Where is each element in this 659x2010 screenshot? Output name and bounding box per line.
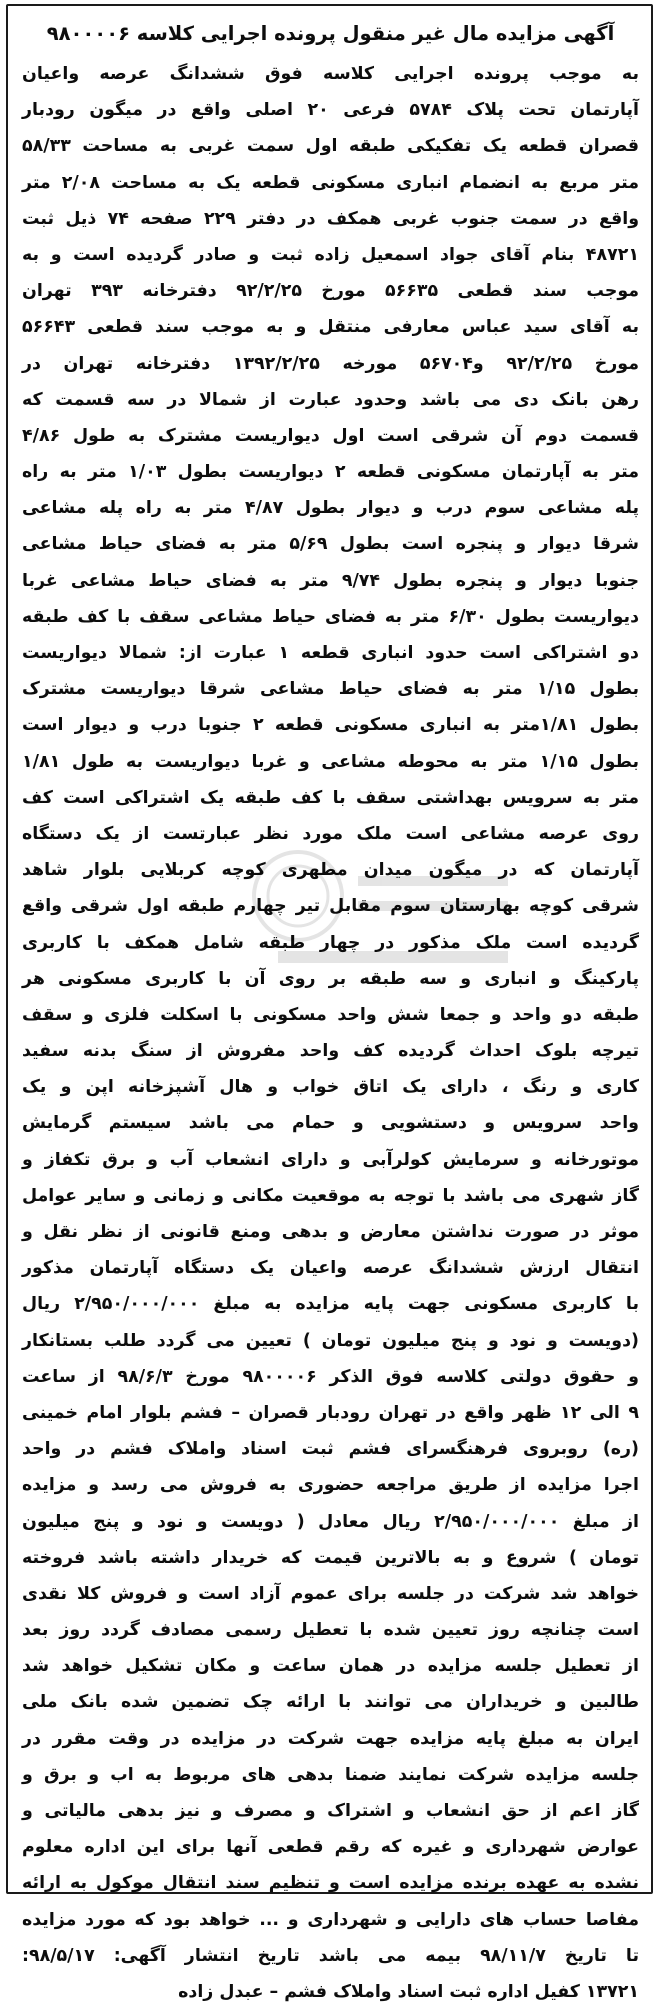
notice-body-line: واحد سرویس و دستشویی و حمام می باشد سیستم گرمایش bbox=[22, 1113, 639, 1134]
notice-body-line: آپارتمان که در میگون میدان مطهری کوچه کربلایی بلوار شاهد bbox=[22, 860, 639, 881]
notice-body-line: بطول ۱/۸۱متر به انباری مسکونی قطعه ۲ جنوبا درب و دیوار است bbox=[22, 715, 639, 736]
notice-body-line: پارکینگ و انباری و سه طبقه بر روی آن با کاربری مسکونی هر bbox=[22, 968, 639, 989]
notice-body-line: شرقا دیوار و پنجره است بطول ۵/۶۹ متر به فضای حیاط مشاعی bbox=[22, 534, 639, 555]
notice-body-line: ۹ الی ۱۲ ظهر واقع در تهران رودبار قصران – فشم بلوار امام خمینی bbox=[22, 1402, 639, 1423]
notice-body-line: انتقال ارزش ششدانگ عرصه واعیان یک دستگاه آپارتمان مذکور bbox=[22, 1258, 639, 1279]
notice-body-line: موتورخانه و سرمایش کولرآبی و دارای انشعاب آب و برق تکفاز و bbox=[22, 1149, 639, 1170]
notice-body bbox=[22, 56, 639, 2010]
notice-body-line: بطول ۱/۱۵ متر به محوطه مشاعی و غربا دیواریست به طول ۱/۸۱ bbox=[22, 751, 639, 772]
notice-body-line: گردیده است ملک مذکور در چهار طبقه شامل همکف با کاربری bbox=[22, 932, 639, 953]
notice-body-line: متر به سرویس بهداشتی سقف با کف طبقه یک اشتراکی است کف bbox=[22, 787, 639, 808]
notice-body-line: شرقی کوچه بهارستان سوم مقابل تیر چهارم طبقه اول شرقی واقع bbox=[22, 896, 639, 917]
notice-body-line: و حقوق دولتی کلاسه فوق الذکر ۹۸۰۰۰۰۶ مورخ ۹۸/۶/۳ از ساعت bbox=[22, 1366, 639, 1387]
notice-body-line: از مبلغ ۲/۹۵۰/۰۰۰/۰۰۰ ریال معادل ( دویست و نود و پنج میلیون bbox=[22, 1511, 639, 1532]
notice-body-line: از تعطیل جلسه مزایده در همان ساعت و مکان تشکیل خواهد شد bbox=[22, 1656, 639, 1677]
notice-body-line: پله مشاعی سوم درب و دیوار بطول ۴/۸۷ متر به راه پله مشاعی bbox=[22, 498, 639, 519]
notice-body-line: رهن بانک دی می باشد وحدود عبارت از شمالا در سه قسمت که bbox=[22, 389, 639, 410]
notice-body-line: ۱۳۷۲۱ کفیل اداره ثبت اسناد واملاک فشم – عبدل زاده bbox=[178, 1981, 639, 2002]
notice-body-line: گاز اعم از حق انشعاب و اشتراک و مصرف و نیز بدهی مالیاتی و bbox=[22, 1801, 639, 1821]
notice-body-line: ایران به مبلغ پایه مزایده جهت شرکت در مزایده در وقت مقرر در bbox=[22, 1728, 639, 1749]
notice-title: آگهی مزایده مال غیر منقول پرونده اجرایی کلاسه ۹۸۰۰۰۰۶ bbox=[46, 22, 615, 45]
notice-body-line: روی عرصه مشاعی است ملک مورد نظر عبارتست از یک دستگاه bbox=[22, 823, 639, 844]
notice-body-line: عوارض شهرداری و غیره که رقم قطعی آنها برای این اداره معلوم bbox=[22, 1837, 639, 1858]
notice-body-line: طالبین و خریداران می توانند با ارائه چک تضمین شده بانک ملی bbox=[22, 1692, 639, 1713]
notice-body-line: است چنانچه روز تعیین شده با تعطیل رسمی مصادف گردد روز بعد bbox=[22, 1620, 639, 1641]
notice-body-line: موجب سند قطعی ۵۶۶۳۵ مورخ ۹۲/۲/۲۵ دفترخانه ۳۹۳ تهران bbox=[22, 281, 640, 302]
notice-body-line: قسمت دوم آن شرقی است اول دیواریست مشترک به طول ۴/۸۶ bbox=[22, 425, 639, 446]
notice-body-line: کاری و رنگ ، دارای یک اتاق خواب و هال آشپزخانه اپن و یک bbox=[22, 1077, 639, 1098]
notice-body-line: با کاربری مسکونی جهت پایه مزایده به مبلغ ۲/۹۵۰/۰۰۰/۰۰۰ ریال bbox=[22, 1294, 639, 1315]
notice-body-line: جلسه مزایده شرکت نمایند ضمنا بدهی های مربوط به اب و برق و bbox=[22, 1764, 639, 1785]
notice-body-line: دیواریست بطول ۶/۳۰ متر به فضای حیاط مشاعی سقف با کف طبقه bbox=[22, 606, 639, 627]
notice-body-line: آپارتمان تحت پلاک ۵۷۸۴ فرعی ۲۰ اصلی واقع در میگون رودبار bbox=[22, 100, 639, 121]
notice-body-line: ۴۸۷۲۱ بنام آقای جواد اسمعیل زاده ثبت و صادر گردیده است و به bbox=[22, 244, 639, 265]
notice-body-line: متر به آپارتمان مسکونی قطعه ۲ دیواریست بطول ۱/۰۳ متر به راه bbox=[22, 462, 639, 483]
notice-body-line: قصران قطعه یک تفکیکی طبقه اول سمت غربی به مساحت ۵۸/۳۳ bbox=[22, 136, 639, 157]
notice-body-line: گاز شهری می باشد با توجه به موقعیت مکانی و زمانی و سایر عوامل bbox=[22, 1185, 639, 1206]
notice-body-line: مفاصا حساب های دارایی و شهرداری و ... خواهد بود که مورد مزایده bbox=[22, 1909, 639, 1930]
notice-body-line: تیرچه بلوک احداث گردیده کف واحد مفروش از سنگ بدنه سفید bbox=[22, 1041, 639, 1062]
notice-body-line: (دویست و نود و پنج میلیون تومان ) تعیین می گردد طلب بستانکار bbox=[22, 1330, 639, 1351]
notice-body-line: واقع در سمت جنوب غربی همکف در دفتر ۲۲۹ صفحه ۷۴ ذیل ثبت bbox=[22, 208, 640, 229]
notice-body-line: اجرا مزایده از طریق مراجعه حضوری به فروش می رسد و مزایده bbox=[22, 1475, 639, 1496]
notice-body-line: جنوبا دیوار و پنجره بطول ۹/۷۴ متر به فضای حیاط مشاعی غربا bbox=[22, 570, 639, 591]
notice-body-line: تومان ) شروع و به بالاترین قیمت که خریدار داشته باشد فروخته bbox=[22, 1547, 639, 1568]
notice-body-line: دو اشتراکی است حدود انباری قطعه ۱ عبارت از: شمالا دیواریست bbox=[22, 643, 639, 663]
notice-body-line: تا تاریخ ۹۸/۱۱/۷ بیمه می باشد تاریخ انتشار آگهی: ۹۸/۵/۱۷: bbox=[22, 1945, 639, 1966]
notice-body-line: به موجب پرونده اجرایی کلاسه فوق ششدانگ عرصه واعیان bbox=[22, 64, 639, 84]
notice-body-line: (ره) روبروی فرهنگسرای فشم ثبت اسناد واملاک فشم در واحد bbox=[22, 1439, 639, 1460]
notice-body-line: به آقای سید عباس معارفی منتقل و به موجب سند قطعی ۵۶۶۴۳ bbox=[22, 317, 639, 338]
notice-body-line: نشده به عهده برنده مزایده است و تنظیم سند انتقال موکول به ارائه bbox=[22, 1873, 639, 1894]
notice-body-line: متر مربع به انضمام انباری مسکونی قطعه یک به مساحت ۲/۰۸ متر bbox=[22, 172, 640, 193]
notice-body-line: موثر در صورت نداشتن معارض و بدهی ومنع قانونی از نظر نقل و bbox=[22, 1222, 639, 1242]
notice-body-line: مورخ ۹۲/۲/۲۵ و۵۶۷۰۴ مورخه ۱۳۹۲/۲/۲۵ دفترخانه تهران در bbox=[22, 353, 639, 374]
notice-body-line: طبقه دو واحد و جمعا شش واحد مسکونی با اسکلت فلزی و سقف bbox=[22, 1004, 639, 1025]
auction-notice bbox=[6, 4, 653, 2002]
notice-body-line: بطول ۱/۱۵ متر به فضای حیاط مشاعی شرقا دیواریست مشترک bbox=[22, 679, 639, 700]
notice-body-line: خواهد شد شرکت در جلسه برای عموم آزاد است و فروش کلا نقدی bbox=[22, 1583, 639, 1604]
